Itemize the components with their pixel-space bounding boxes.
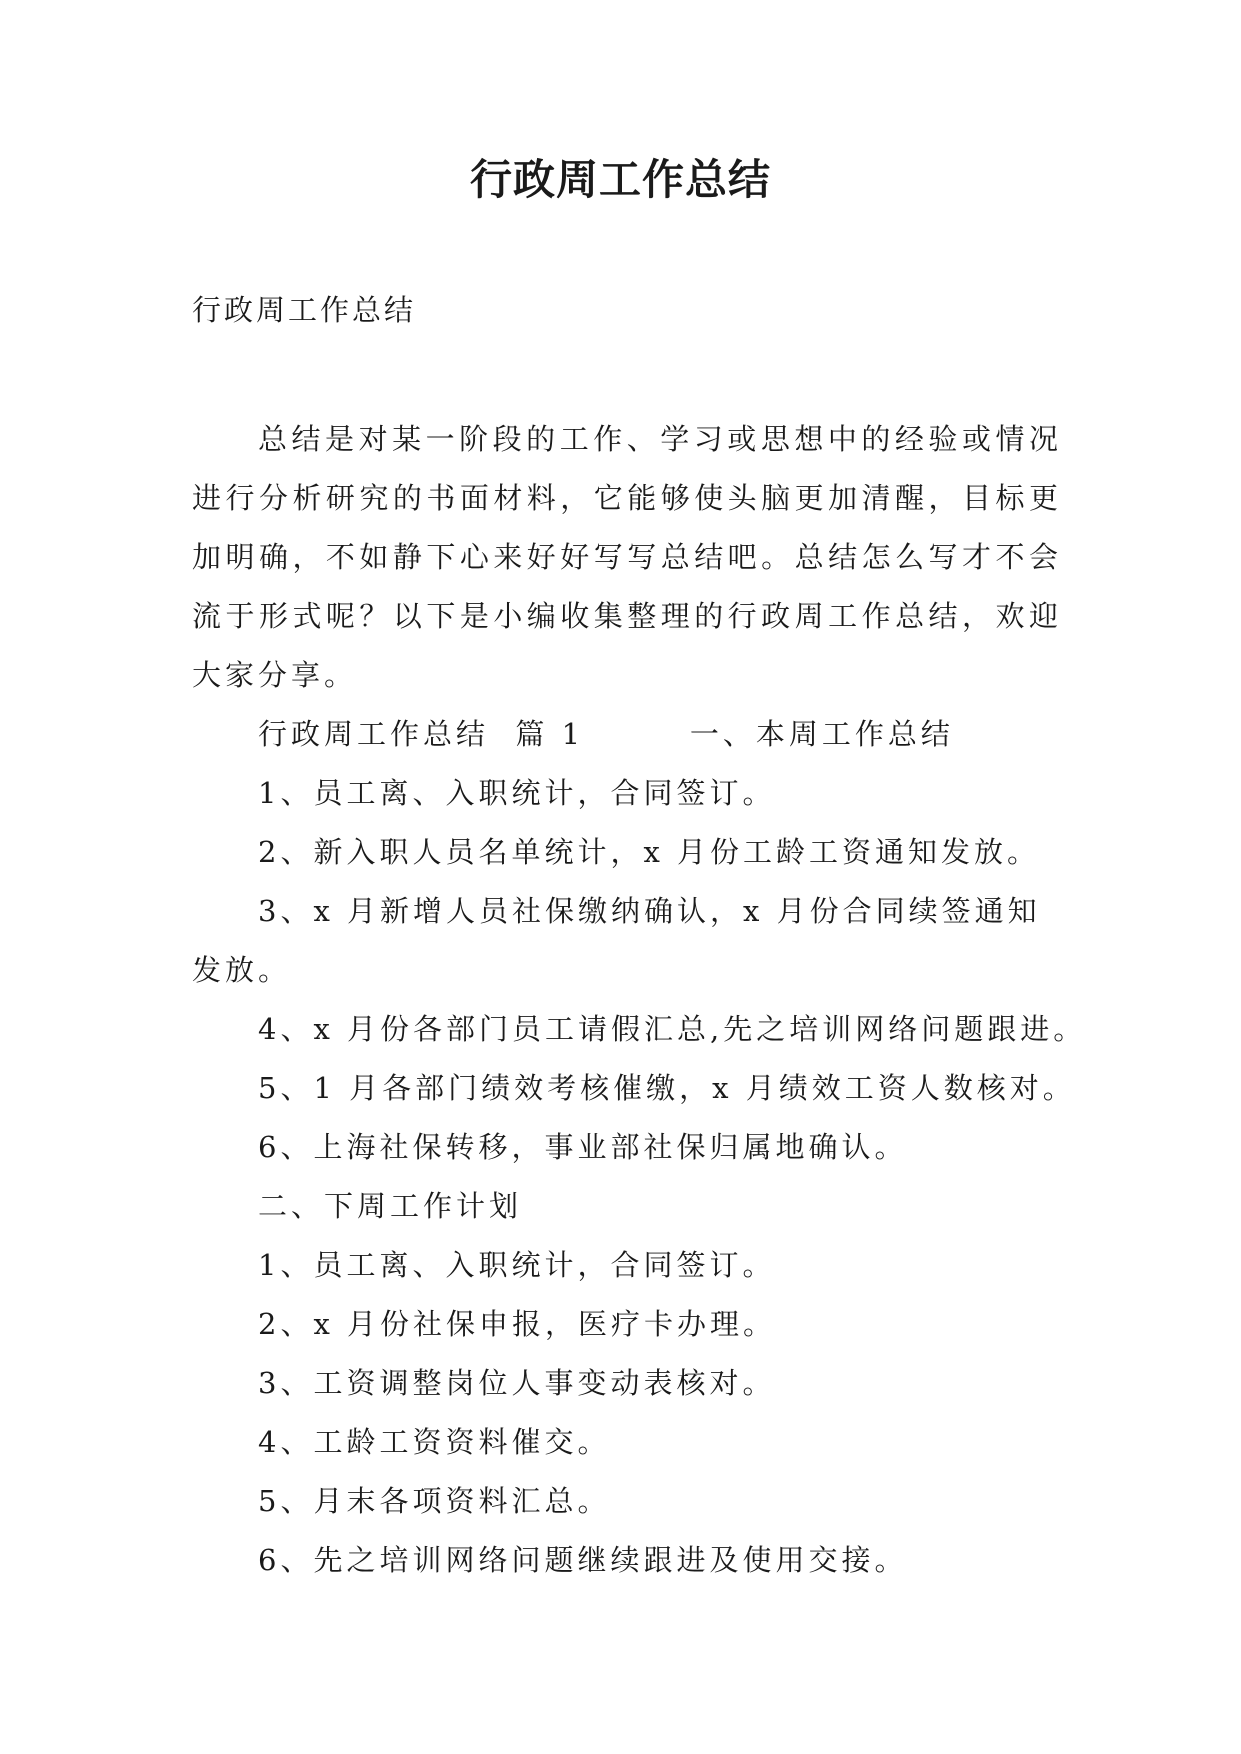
- this-week-item: 5、1 月各部门绩效考核催缴，x 月绩效工资人数核对。: [258, 1071, 1076, 1105]
- document-body: [192, 410, 1087, 1590]
- next-week-item: 6、先之培训网络问题继续跟进及使用交接。: [258, 1543, 908, 1577]
- next-week-item: 2、x 月份社保申报，医疗卡办理。: [258, 1307, 777, 1341]
- intro-paragraph: 总结是对某一阶段的工作、学习或思想中的经验或情况进行分析研究的书面材料，它能够使头脑更加清醒，目标更加明确，不如静下心来好好写写总结吧。总结怎么写才不会流于形式呢？以下是小编收集整理的行政周工作总结，欢迎大家分享。: [192, 422, 1062, 692]
- next-week-item: 1、员工离、入职统计，合同签订。: [258, 1248, 776, 1282]
- document-title: 行政周工作总结: [469, 155, 771, 204]
- this-week-item: 6、上海社保转移，事业部社保归属地确认。: [258, 1130, 908, 1164]
- next-week-item: 4、工龄工资资料催交。: [258, 1425, 611, 1459]
- this-week-item: 4、x 月份各部门员工请假汇总,先之培训网络问题跟进。: [258, 1012, 1087, 1046]
- next-week-item: 3、工资调整岗位人事变动表核对。: [258, 1366, 776, 1400]
- section1-heading: 行政周工作总结 篇 1 一、本周工作总结: [258, 717, 954, 751]
- this-week-item: 1、员工离、入职统计，合同签订。: [258, 776, 776, 810]
- document-subtitle: 行政周工作总结: [192, 293, 417, 327]
- next-week-item: 5、月末各项资料汇总。: [258, 1484, 611, 1518]
- next-week-heading: 二、下周工作计划: [258, 1189, 523, 1223]
- this-week-item: 3、x 月新增人员社保缴纳确认，x 月份合同续签通知发放。: [192, 894, 1041, 987]
- this-week-item: 2、新入职人员名单统计，x 月份工龄工资通知发放。: [258, 835, 1041, 869]
